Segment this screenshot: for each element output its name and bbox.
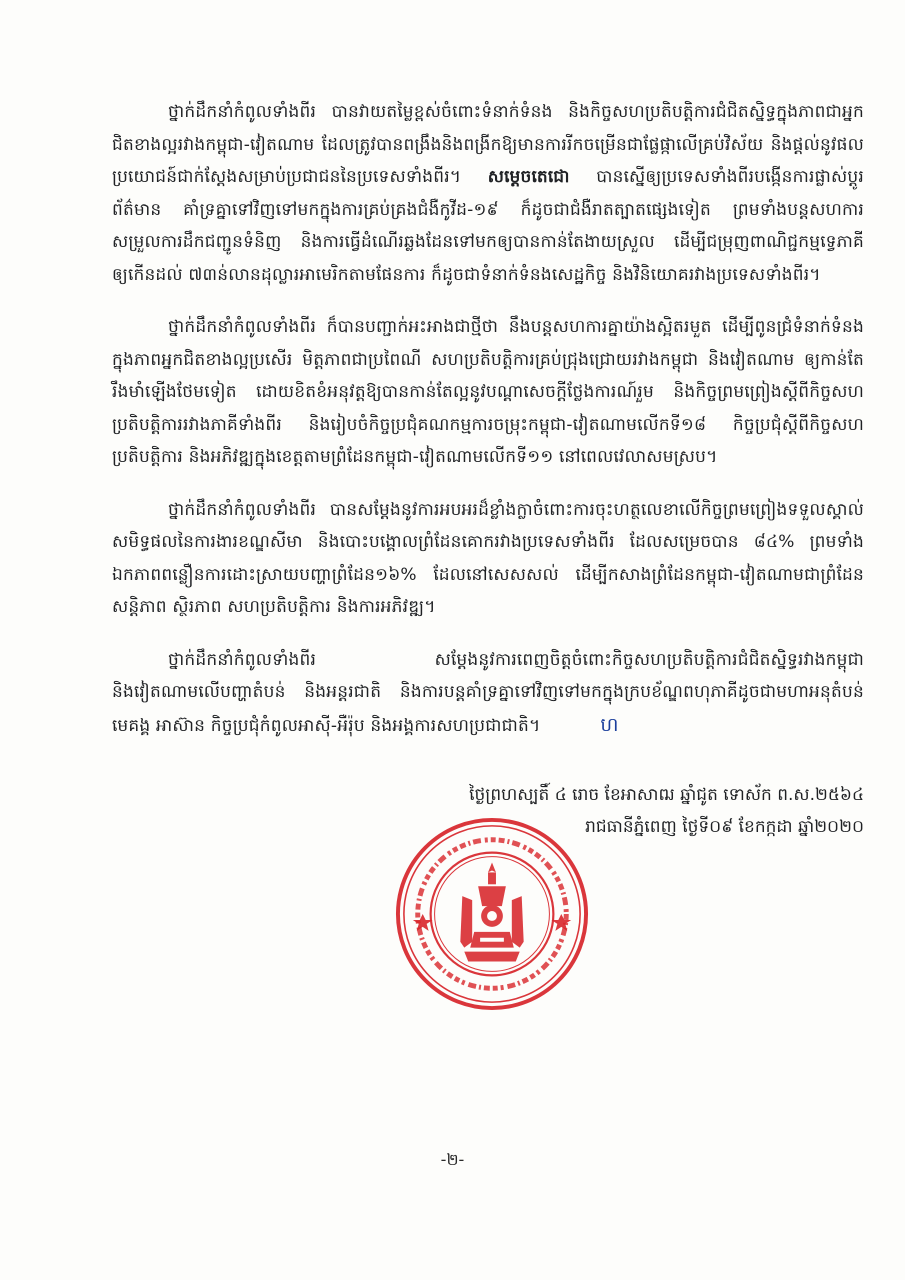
paragraph-1-text: ថ្នាក់ដឹកនាំកំពូលទាំងពីរ បានវាយតម្លៃខ្ពស់ចំពោះទំនាក់ទំនង និងកិច្ចសហប្រតិបត្តិការជំជិតស្និទ្ធក្នុងភាពជាអ្នកជិតខាងល្អរវាងកម្ពុជា-វៀតណាម ដែលត្រូវបានពង្រឹងនិងពង្រីកឱ្យមានការរីកចម្រើនជាផ្លែផ្កាលើគ្រប់វិស័យ និងផ្តល់នូវផលប្រយោជន៍ជាក់ស្តែងសម្រាប់ប្រជាជននៃប្រទេសទាំងពីរ។ bbox=[112, 102, 864, 187]
paragraph-2 bbox=[112, 311, 864, 474]
lunar-date-line: ថ្ងៃព្រហស្បតិ៍ ៤ រោច ខែអាសាឍ ឆ្នាំជូត ទោស័ក ព.ស.២៥៦៤ bbox=[469, 785, 864, 805]
paragraph-3-text: ថ្នាក់ដឹកនាំកំពូលទាំងពីរ បានសម្តែងនូវការអបអរដ៏ខ្លាំងក្លាចំពោះការចុះហត្ថលេខាលើកិច្ចព្រមព្រៀងទទួលស្គាល់សមិទ្ធផលនៃការងារខណ្ឌសីមា និងបោះបង្គោលព្រំដែនគោករវាងប្រទេសទាំងពីរ ដែលសម្រេចបាន ៨៤% ព្រមទាំងឯកភាពពន្លឿនការដោះស្រាយបញ្ហាព្រំដែន១៦% ដែលនៅសេសសល់ ដើម្បីកសាងព្រំដែនកម្ពុជា-វៀតណាមជាព្រំដែនសន្តិភាព ស្ថិរភាព សហប្រតិបត្តិការ និងការអភិវឌ្ឍ។ bbox=[112, 499, 864, 617]
paragraph-3 bbox=[112, 494, 864, 624]
paragraph-4-text: ថ្នាក់ដឹកនាំកំពូលទាំងពីរ សម្តែងនូវការពេញចិត្តចំពោះកិច្ចសហប្រតិបត្តិការជំជិតស្និទ្ធរវាងកម្ពុជា និងវៀតណាមលើបញ្ហាតំបន់ និងអន្តរជាតិ និងការបន្តគាំទ្រគ្នាទៅវិញទៅមកក្នុងក្របខ័ណ្ឌពហុភាគីដូចជាមហាអនុតំបន់មេគង្គ អាស៊ាន កិច្ចប្រជុំកំពូលអាស៊ី-អឺរ៉ុប និងអង្គការសហប្រជាជាតិ។ bbox=[112, 649, 864, 736]
place-date-line: រាជធានីភ្នំពេញ ថ្ងៃទី០៩ ខែកក្កដា ឆ្នាំ២០២០ bbox=[585, 817, 864, 837]
paragraph-2-text: ថ្នាក់ដឹកនាំកំពូលទាំងពីរ ក៏បានបញ្ជាក់អះអាងជាថ្មីថា នឹងបន្តសហការគ្នាយ៉ាងស្អិតរមួត ដើម្បីពូនជ្រំទំនាក់ទំនងក្នុងភាពអ្នកជិតខាងល្អប្រសើរ មិត្តភាពជាប្រពៃណី សហប្រតិបត្តិការគ្រប់ជ្រុងជ្រោយរវាងកម្ពុជា និងវៀតណាម ឲ្យកាន់តែរឹងមាំឡើងថែមទៀត ដោយខិតខំអនុវត្តឱ្យបានកាន់តែល្អនូវបណ្តាសេចក្តីថ្លែងការណ៍រួម និងកិច្ចព្រមព្រៀងស្តីពីកិច្ចសហប្រតិបត្តិការរវាងភាគីទាំងពីរ និងរៀបចំកិច្ចប្រជុំគណកម្មការចម្រុះកម្ពុជា-វៀតណាមលើកទី១៨ កិច្ចប្រជុំស្តីពីកិច្ចសហប្រតិបត្តិការ និងអភិវឌ្ឍក្នុងខេត្តតាមព្រំដែនកម្ពុជា-វៀតណាមលើកទី១១ នៅពេលវេលាសមស្រប។ bbox=[112, 317, 864, 467]
paragraph-1-bold-name: សម្តេចតេជោ bbox=[487, 167, 570, 187]
handwritten-initial-mark: ហ bbox=[600, 713, 619, 736]
paragraph-1-text-after: បានស្នើឲ្យប្រទេសទាំងពីរបង្កើនការផ្លាស់ប្តូរព័ត៌មាន គាំទ្រគ្នាទៅវិញទៅមកក្នុងការគ្រប់គ្រងជំងឺកូវីដ-១៩ ក៏ដូចជាជំងឺរាតត្បាតផ្សេងទៀត ព្រមទាំងបន្តសហការសម្រួលការដឹកជញ្ជូនទំនិញ និងការធ្វើដំណើរឆ្លងដែនទៅមកឲ្យបានកាន់តែងាយស្រួល ដើម្បីជម្រុញពាណិជ្ជកម្មទ្វេភាគីឲ្យកើនដល់ ៧៣ន់លានដុល្លារអាមេរិកតាមផែនការ ក៏ដូចជាទំនាក់ទំនងសេដ្ឋកិច្ច និងវិនិយោគរវាងប្រទេសទាំងពីរ។ bbox=[112, 167, 864, 285]
paragraph-4 bbox=[112, 644, 864, 743]
page-number: -២- bbox=[440, 1150, 465, 1169]
document-body bbox=[112, 96, 864, 762]
paragraph-1 bbox=[112, 96, 864, 291]
official-seal-stamp bbox=[393, 815, 591, 1013]
